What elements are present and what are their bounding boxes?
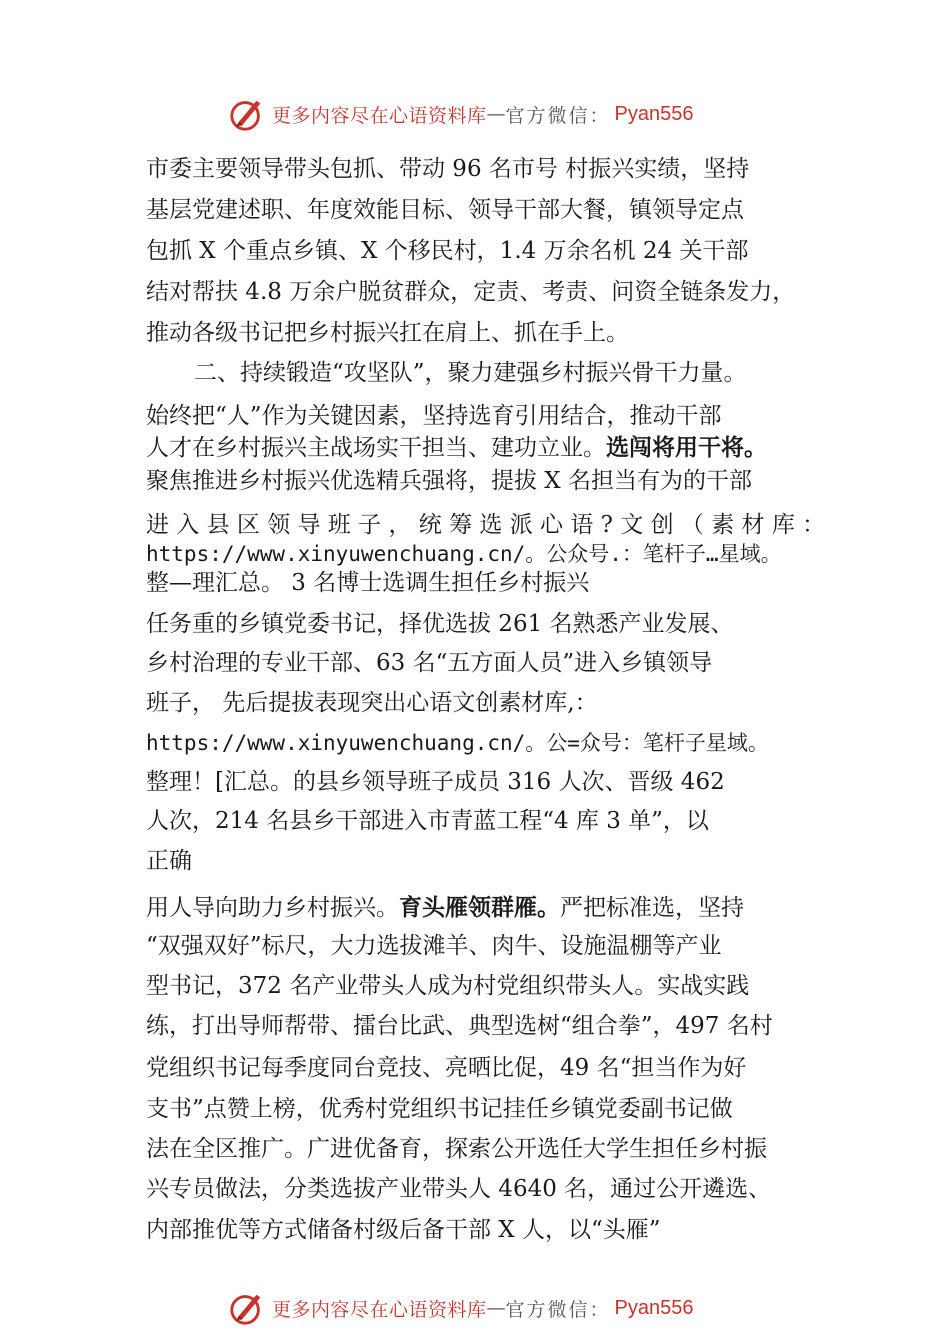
banner-title: 更多内容尽在心语资料库 bbox=[272, 104, 487, 127]
text-line: 聚焦推进乡村振兴优选精兵强将，提拔 X 名担当有为的干部 bbox=[146, 468, 752, 494]
pen-logo-icon bbox=[228, 95, 266, 133]
text-line: 整理！[汇总。的县乡领导班子成员 316 人次、晋级 462 bbox=[146, 769, 725, 795]
text-line: 内部推优等方式储备村级后备干部 X 人，以“头雁” bbox=[146, 1217, 661, 1243]
banner-separator: — bbox=[486, 103, 506, 125]
text-line: 市委主要领导带头包抓、带动 96 名市号 村振兴实绩，坚持 bbox=[146, 156, 750, 182]
text-line bbox=[146, 893, 744, 923]
text-span: 用人导向助力乡村振兴。 bbox=[146, 895, 399, 921]
bold-subheading: 选闯将用干将。 bbox=[606, 435, 767, 461]
bold-subheading: 育头雁领群雁。 bbox=[399, 895, 560, 921]
text-line: 进 入 县 区 领 导 班 子 ， 统 筹 选 派 心 语 ? 文 创 （ 素 材 库 ： bbox=[146, 512, 826, 538]
header-banner bbox=[228, 92, 748, 136]
text-line: 包抓 X 个重点乡镇、X 个移民村，1.4 万余名机 24 关干部 bbox=[146, 238, 749, 264]
text-line: 党组织书记每季度同台竞技、亮晒比促，49 名“担当作为好 bbox=[146, 1055, 747, 1081]
footer-banner bbox=[228, 1286, 748, 1330]
url-line: https://www.xinyuwenchuang.cn/。公众号.：笔杆子…星域。 bbox=[146, 542, 782, 566]
banner-wechat-id: Pyan556 bbox=[614, 1296, 694, 1319]
text-line: “双强双好”标尺，大力选拔滩羊、肉牛、设施温棚等产业 bbox=[146, 933, 722, 959]
text-span: 严把标准选，坚持 bbox=[560, 895, 744, 921]
text-line: 整—理汇总。 3 名博士选调生担任乡村振兴 bbox=[146, 570, 590, 596]
text-line: 推动各级书记把乡村振兴扛在肩上、抓在手上。 bbox=[146, 320, 629, 346]
text-line: 支书”点赞上榜，优秀村党组织书记挂任乡镇党委副书记做 bbox=[146, 1096, 733, 1122]
banner-wechat-label: 官方微信： bbox=[505, 1298, 611, 1321]
section-heading: 二、持续锻造“攻坚队”，聚力建强乡村振兴骨干力量。 bbox=[194, 360, 747, 386]
text-line: 人次，214 名县乡干部进入市青蓝工程“4 库 3 单”，以 bbox=[146, 808, 709, 834]
banner-separator: — bbox=[486, 1297, 506, 1319]
text-line: 兴专员做法，分类选拔产业带头人 4640 名，通过公开遴选、 bbox=[146, 1176, 772, 1202]
text-line: 练，打出导师帮带、擂台比武、典型选树“组合拳”，497 名村 bbox=[146, 1013, 773, 1039]
url-line: https://www.xinyuwenchuang.cn/。公=众号：笔杆子星域。 bbox=[146, 731, 769, 755]
text-line: 结对帮扶 4.8 万余户脱贫群众，定责、考责、问资全链条发力， bbox=[146, 279, 796, 305]
pen-logo-icon bbox=[228, 1289, 266, 1327]
text-line: 乡村治理的专业干部、63 名“五方面人员”进入乡镇领导 bbox=[146, 650, 713, 676]
text-line: 型书记，372 名产业带头人成为村党组织带头人。实战实践 bbox=[146, 973, 750, 999]
text-span: 人才在乡村振兴主战场实干担当、建功立业。 bbox=[146, 435, 606, 461]
text-line: 法在全区推广。广进优备育，探索公开选任大学生担任乡村振 bbox=[146, 1136, 767, 1162]
text-line bbox=[146, 433, 767, 463]
text-line: 任务重的乡镇党委书记，择优选拔 261 名熟悉产业发展、 bbox=[146, 611, 734, 637]
banner-title: 更多内容尽在心语资料库 bbox=[272, 1298, 487, 1321]
text-line: 始终把“人”作为关键因素，坚持选育引用结合，推动干部 bbox=[146, 403, 722, 429]
banner-wechat-label: 官方微信： bbox=[505, 104, 611, 127]
text-line: 正确 bbox=[146, 848, 192, 874]
text-line: 基层党建述职、年度效能目标、领导干部大餐，镇领导定点 bbox=[146, 197, 744, 223]
banner-wechat-id: Pyan556 bbox=[614, 102, 694, 125]
text-line: 班子， 先后提拔表现突出心语文创素材库,： bbox=[146, 690, 598, 716]
